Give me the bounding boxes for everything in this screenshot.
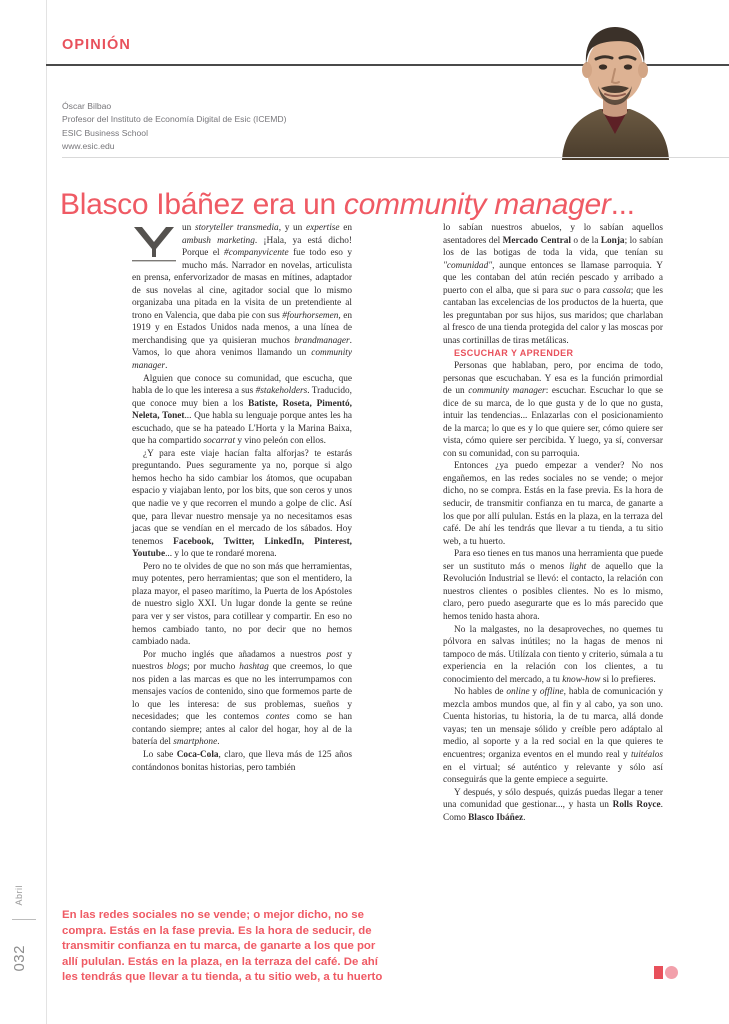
pull-quote: En las redes sociales no se vende; o mejor dicho, no se compra. Estás en la fase previa. Es la hora de seducir, de transmitir confianza en tu marca, de ganarte a los que por allí pululan. Estás en la plaza, en la terraza del café. De ahí les tendrás que llevar a tu tienda, a tu sitio web, a tu huerto [62,909,383,984]
author-organization: ESIC Business School [62,127,148,138]
author-name: Óscar Bilbao [62,101,112,111]
page-title [60,188,635,222]
byline-rule [62,157,729,158]
portrait-illustration [548,14,682,160]
author-role: Profesor del Instituto de Economía Digital de Esic (ICEMD) [62,114,287,125]
body-paragraph: ¿Y para este viaje hacían falta alforjas? te estarás preguntando. Pues seguramente ya no, porque si algo hemos hecho ha sido cambiar los átomos, que ocupaban espacio y viajaban lento, por los bits, que son ceros y unos que nadie ve y que recorren el mundo a golpe de clic. Así que, para llevar nuestro mensaje ya no necesitamos esas jacas que se vendían en el mercado de los sábados. Hoy tenemos Facebook, Twitter, LinkedIn, Pinterest, Youtube... y lo que te rondaré morena. [132,448,352,560]
byline [62,100,286,154]
body-paragraph: Pero no te olvides de que no son más que herramientas, muy potentes, pero herramientas; que son el mentidero, la plaza mayor, el paseo marítimo, la Puerta de los Apóstoles de nuestro siglo XXI. Un lugar donde la gente se reúne para ver y ser vistos, para cotillear y compartir. En eso no hemos cambiado tanto, no por decir que no hemos cambiado nada. [132,561,352,648]
body-paragraph: Y después, y sólo después, quizás puedas llegar a tener una comunidad que gestionar..., y hasta un Rolls Royce. Como Blasco Ibáñez. [443,787,663,823]
body-paragraph: Lo sabe Coca-Cola, claro, que lleva más de 125 años contándonos bonitas historias, pero también [132,749,353,773]
body-paragraph: No hables de online y offline, habla de comunicación y mezcla ambos mundos que, al fin y al cabo, ya son uno. Cuenta historias, tu historia, la de tu marca, allá donde vayas; ten un mensaje sólido y creíble pero adáptalo al medio, al soporte y a la red social en la que quieres te encuentres; organiza eventos en el mundo real y tuitéalos en el virtual; sé auténtico y relevante y sólo así conseguirás que la gente empiece a seguirte. [443,687,663,786]
left-column-text [132,222,352,774]
headline-italic: community manager [343,188,611,222]
body-paragraph: lo sabían nuestros abuelos, y lo sabían aquellos asentadores del Mercado Central o de la Lonja; lo sabían los de las botigas de toda la vida, que tenían su "comunidad", aunque entonces se llamase parroquia. Y que les contaban del atún recién pescado y arribado a puerto con el alba, que si para suc o para cassola; que les cantaban las excelencias de los productos de la huerta, que les preguntaban por sus hijos, sus maridos; que charlaban al fresco de una tienda protegida del calor y las moscas por unas cortinillas de tiras metálicas. [443,223,664,346]
body-column-left [132,222,352,774]
publication-end-logo [654,966,680,979]
body-paragraph: Entonces ¿ya puedo empezar a vender? No nos engañemos, en las redes sociales no se vende; o mejor dicho, no se compra. Estás en la fase previa. Es la hora de seducir, de transmitir confianza en tu marca, de ganarte a los que por allí pululan. Estás en la plaza, en la terraza del café. De ahí les tendrás que llevar a tu tienda, a tu sitio web, a tu huerto. [443,461,663,547]
drop-cap-y-icon [132,223,176,263]
logo-dot [665,966,678,979]
page-spine [0,0,47,1024]
right-column-text-bottom [443,360,663,824]
section-kicker: OPINIÓN [62,37,131,53]
headline-lead: Blasco Ibáñez era un [60,188,344,222]
logo-bar [654,966,663,979]
page-folio: 032 [11,945,28,972]
section-subheading: ESCUCHAR Y APRENDER [454,348,574,359]
body-paragraph: Por mucho inglés que añadamos a nuestros post y nuestros blogs; por mucho hashtag que creemos, lo que nos piden a las marcas es que no les interrumpamos con mensajes vacíos de contenido, sino que formemos parte de lo que les interesa: de sus problemas, sueños y necesidades; que les contemos contes como se han contando siempre; antes al calor del hogar, hoy al de la batería del smartphone. [132,649,353,748]
author-url[interactable]: www.esic.edu [62,141,115,152]
body-paragraph: No la malgastes, no la desaproveches, no quemes tu pólvora en salvas inútiles; no la hagas de menos ni tampoco de más. Utilízala con tiento y criterio, súmala a tu experiencia en la relación con los clientes, a tu conocimiento del mercado, a tu know-how si lo prefieres. [443,624,663,685]
author-portrait [548,14,682,160]
body-paragraph: Para eso tienes en tus manos una herramienta que puede ser un sustituto más o menos light de aquello que la Revolución Industrial se llevó: el contacto, la relación con nuestros clientes o posibles clientes. No es lo mismo, claro, pero puedo asegurarte que es lo más parecido que hemos tenido hasta ahora. [443,549,663,622]
body-column-right [443,222,663,824]
spine-divider [12,919,36,920]
body-paragraph: Alguien que conoce su comunidad, que escucha, que habla de lo que les interesa a sus #stakeholders. Traducido, que conoce muy bien a los Batiste, Roseta, Pimentó, Neleta, Tonet... Que habla su lenguaje porque antes les ha escuchado, que se ha pateado L'Horta y la Marina Baixa, que ha compartido socarrat y vino peleón con ellos. [132,373,352,447]
right-column-text-top [443,222,663,347]
body-paragraph: un storyteller transmedia, y un expertise en ambush marketing. ¡Hala, ya está dicho! Porque el #companyvicente fue todo eso y mucho más. Narrador en novelas, articulista en prensa, enfervorizador de masas en mítines, adaptador de sus novelas al cine, agitador social que lo mismo organizaba una pitada en la visita de un pretendiente al trono en Valencia, que daba pie con sus #fourhorsemen, en 1919 y en Estados Unidos nada menos, a una línea de merchandising que ya quisieran muchos brandmanager. Vamos, lo que ahora venimos llamando un community manager. [132,223,352,372]
issue-month: Abril [14,885,24,906]
headline-trail: ... [610,188,635,222]
body-paragraph: Personas que hablaban, pero, por encima de todo, personas que escuchaban. Y esa es la función primordial de un community manager: escuchar. Escuchar lo que se dice de su marca, de lo que gusta y de lo que no gusta, intuir las tendencias... Enlazarlas con el posicionamiento de la marca; lo que es y lo que quiere ser, cómo quiere ser vista, cómo quiere ser percibida. Y luego, ya sí, conversar con su comunidad, con su parroquia. [443,361,663,459]
